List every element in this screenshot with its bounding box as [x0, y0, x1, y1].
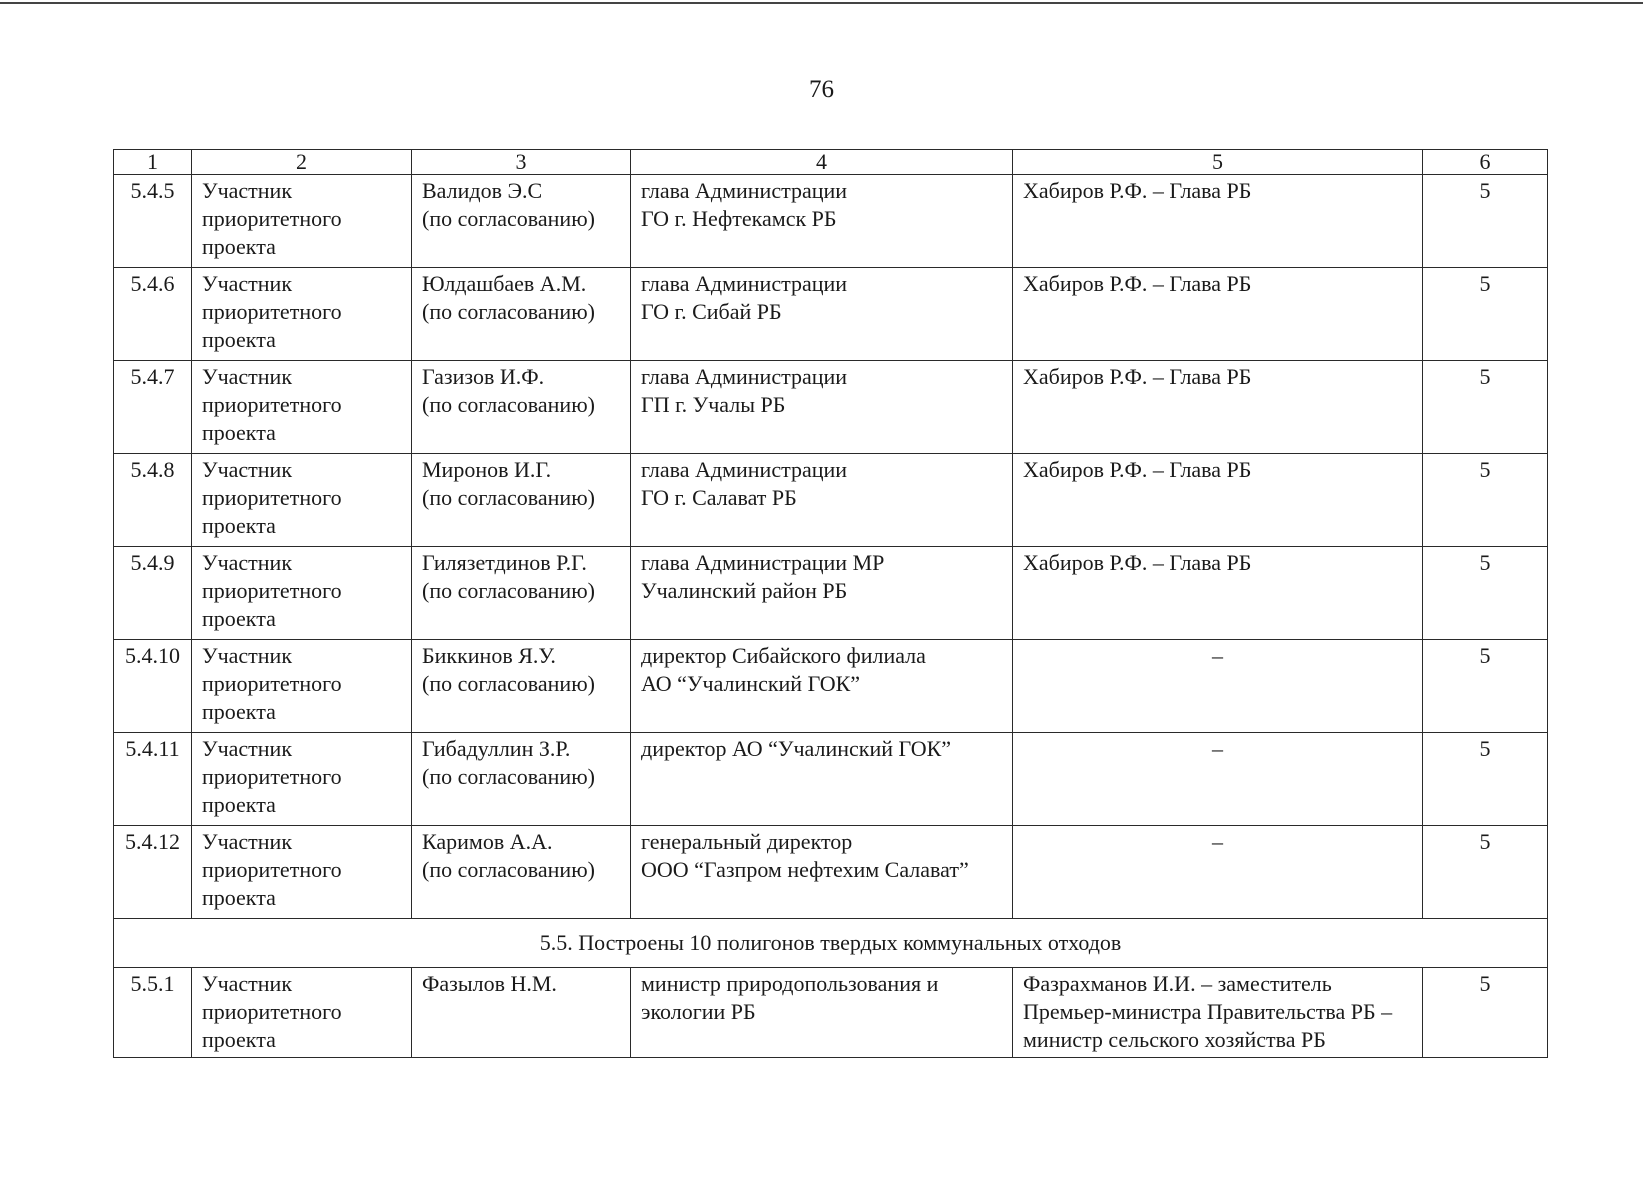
person-cell-line: (по согласованию) — [422, 764, 595, 789]
role-cell — [192, 547, 412, 640]
role-cell-line: Участник — [202, 643, 293, 668]
supervisor-cell-line: Хабиров Р.Ф. – Глава РБ — [1023, 364, 1252, 389]
score-cell: 5 — [1423, 826, 1548, 919]
position-cell-line: глава Администрации — [641, 457, 848, 482]
position-cell-line: Учалинский район РБ — [641, 578, 848, 603]
table-row — [114, 826, 1548, 919]
person-cell-line: Юлдашбаев А.М. — [422, 271, 587, 296]
role-cell-line: приоритетного — [202, 299, 342, 324]
item-number: 5.4.6 — [114, 268, 192, 361]
role-cell — [192, 640, 412, 733]
position-cell-line: ГО г. Сибай РБ — [641, 299, 782, 324]
supervisor-cell — [1013, 733, 1423, 826]
supervisor-cell — [1013, 826, 1423, 919]
item-number: 5.5.1 — [114, 968, 192, 1058]
position-cell-line: АО “Учалинский ГОК” — [641, 671, 861, 696]
score-cell: 5 — [1423, 361, 1548, 454]
header-cell: 3 — [412, 150, 631, 175]
supervisor-cell-line: – — [1212, 736, 1223, 761]
person-cell-line: (по согласованию) — [422, 671, 595, 696]
position-cell-line: ГО г. Салават РБ — [641, 485, 797, 510]
position-cell-line: министр природопользования и — [641, 971, 939, 996]
person-cell-line: Гибадуллин З.Р. — [422, 736, 571, 761]
table-row — [114, 547, 1548, 640]
supervisor-cell-line: – — [1212, 643, 1223, 668]
person-cell — [412, 733, 631, 826]
person-cell — [412, 268, 631, 361]
person-cell — [412, 968, 631, 1058]
position-cell-line: ГП г. Учалы РБ — [641, 392, 786, 417]
role-cell-line: проекта — [202, 1027, 276, 1052]
role-cell-line: приоритетного — [202, 485, 342, 510]
header-cell: 5 — [1013, 150, 1423, 175]
role-cell-line: приоритетного — [202, 671, 342, 696]
person-cell-line: (по согласованию) — [422, 485, 595, 510]
role-cell — [192, 826, 412, 919]
role-cell-line: проекта — [202, 327, 276, 352]
person-cell-line: (по согласованию) — [422, 299, 595, 324]
person-cell-line: Биккинов Я.У. — [422, 643, 556, 668]
role-cell-line: проекта — [202, 513, 276, 538]
position-cell — [631, 454, 1013, 547]
supervisor-cell — [1013, 640, 1423, 733]
position-cell — [631, 547, 1013, 640]
score-cell: 5 — [1423, 640, 1548, 733]
person-cell-line: Миронов И.Г. — [422, 457, 552, 482]
role-cell-line: Участник — [202, 971, 293, 996]
role-cell-line: приоритетного — [202, 392, 342, 417]
role-cell-line: проекта — [202, 885, 276, 910]
person-cell-line: (по согласованию) — [422, 857, 595, 882]
item-number: 5.4.11 — [114, 733, 192, 826]
role-cell-line: приоритетного — [202, 857, 342, 882]
role-cell-line: проекта — [202, 792, 276, 817]
role-cell — [192, 733, 412, 826]
person-cell-line: (по согласованию) — [422, 206, 595, 231]
responsibility-table — [113, 149, 1548, 1058]
role-cell-line: приоритетного — [202, 578, 342, 603]
supervisor-cell — [1013, 175, 1423, 268]
table-row — [114, 733, 1548, 826]
person-cell-line: Гилязетдинов Р.Г. — [422, 550, 587, 575]
position-cell-line: глава Администрации МР — [641, 550, 885, 575]
role-cell — [192, 968, 412, 1058]
supervisor-cell-line: министр сельского хозяйства РБ — [1023, 1027, 1326, 1052]
person-cell-line: Каримов А.А. — [422, 829, 553, 854]
position-cell-line: глава Администрации — [641, 271, 848, 296]
person-cell-line: Газизов И.Ф. — [422, 364, 545, 389]
item-number: 5.4.8 — [114, 454, 192, 547]
role-cell-line: Участник — [202, 178, 293, 203]
item-number: 5.4.7 — [114, 361, 192, 454]
item-number: 5.4.12 — [114, 826, 192, 919]
supervisor-cell — [1013, 361, 1423, 454]
position-cell-line: экологии РБ — [641, 999, 756, 1024]
supervisor-cell — [1013, 454, 1423, 547]
position-cell-line: ГО г. Нефтекамск РБ — [641, 206, 837, 231]
supervisor-cell-line: Премьер-министра Правительства РБ – — [1023, 999, 1393, 1024]
header-cell: 6 — [1423, 150, 1548, 175]
score-cell: 5 — [1423, 733, 1548, 826]
person-cell-line: Валидов Э.С — [422, 178, 543, 203]
role-cell-line: Участник — [202, 271, 293, 296]
role-cell-line: Участник — [202, 550, 293, 575]
person-cell-line: Фазылов Н.М. — [422, 971, 557, 996]
supervisor-cell-line: Хабиров Р.Ф. – Глава РБ — [1023, 457, 1252, 482]
supervisor-cell — [1013, 268, 1423, 361]
table-row — [114, 361, 1548, 454]
score-cell: 5 — [1423, 175, 1548, 268]
header-cell: 2 — [192, 150, 412, 175]
person-cell — [412, 454, 631, 547]
role-cell-line: приоритетного — [202, 206, 342, 231]
role-cell-line: проекта — [202, 234, 276, 259]
position-cell — [631, 175, 1013, 268]
person-cell — [412, 361, 631, 454]
role-cell-line: проекта — [202, 606, 276, 631]
scan-edge-line — [0, 2, 1643, 4]
item-number: 5.4.10 — [114, 640, 192, 733]
role-cell — [192, 175, 412, 268]
person-cell — [412, 826, 631, 919]
role-cell-line: Участник — [202, 364, 293, 389]
role-cell-line: проекта — [202, 699, 276, 724]
role-cell — [192, 268, 412, 361]
position-cell — [631, 268, 1013, 361]
role-cell-line: приоритетного — [202, 764, 342, 789]
person-cell-line: (по согласованию) — [422, 392, 595, 417]
header-cell: 1 — [114, 150, 192, 175]
position-cell-line: директор АО “Учалинский ГОК” — [641, 736, 952, 761]
position-cell-line: генеральный директор — [641, 829, 853, 854]
person-cell — [412, 640, 631, 733]
table-row — [114, 175, 1548, 268]
supervisor-cell-line: – — [1212, 829, 1223, 854]
position-cell — [631, 361, 1013, 454]
supervisor-cell-line: Хабиров Р.Ф. – Глава РБ — [1023, 178, 1252, 203]
position-cell-line: директор Сибайского филиала — [641, 643, 926, 668]
table-header-row — [114, 150, 1548, 175]
role-cell-line: Участник — [202, 736, 293, 761]
supervisor-cell — [1013, 968, 1423, 1058]
position-cell — [631, 826, 1013, 919]
supervisor-cell-line: Хабиров Р.Ф. – Глава РБ — [1023, 550, 1252, 575]
person-cell — [412, 547, 631, 640]
section-heading-row — [114, 919, 1548, 968]
position-cell — [631, 733, 1013, 826]
role-cell-line: Участник — [202, 457, 293, 482]
role-cell-line: Участник — [202, 829, 293, 854]
section-heading: 5.5. Построены 10 полигонов твердых коммунальных отходов — [114, 919, 1548, 968]
score-cell: 5 — [1423, 547, 1548, 640]
role-cell — [192, 361, 412, 454]
position-cell-line: глава Администрации — [641, 178, 848, 203]
position-cell-line: глава Администрации — [641, 364, 848, 389]
position-cell-line: ООО “Газпром нефтехим Салават” — [641, 857, 969, 882]
item-number: 5.4.5 — [114, 175, 192, 268]
table-row — [114, 640, 1548, 733]
page-number: 76 — [809, 76, 834, 103]
supervisor-cell — [1013, 547, 1423, 640]
supervisor-cell-line: Хабиров Р.Ф. – Глава РБ — [1023, 271, 1252, 296]
role-cell-line: проекта — [202, 420, 276, 445]
header-cell: 4 — [631, 150, 1013, 175]
supervisor-cell-line: Фазрахманов И.И. – заместитель — [1023, 971, 1332, 996]
score-cell: 5 — [1423, 268, 1548, 361]
item-number: 5.4.9 — [114, 547, 192, 640]
score-cell: 5 — [1423, 454, 1548, 547]
role-cell-line: приоритетного — [202, 999, 342, 1024]
table-row — [114, 268, 1548, 361]
person-cell-line: (по согласованию) — [422, 578, 595, 603]
role-cell — [192, 454, 412, 547]
table-row — [114, 968, 1548, 1058]
table-row — [114, 454, 1548, 547]
position-cell — [631, 968, 1013, 1058]
score-cell: 5 — [1423, 968, 1548, 1058]
person-cell — [412, 175, 631, 268]
position-cell — [631, 640, 1013, 733]
